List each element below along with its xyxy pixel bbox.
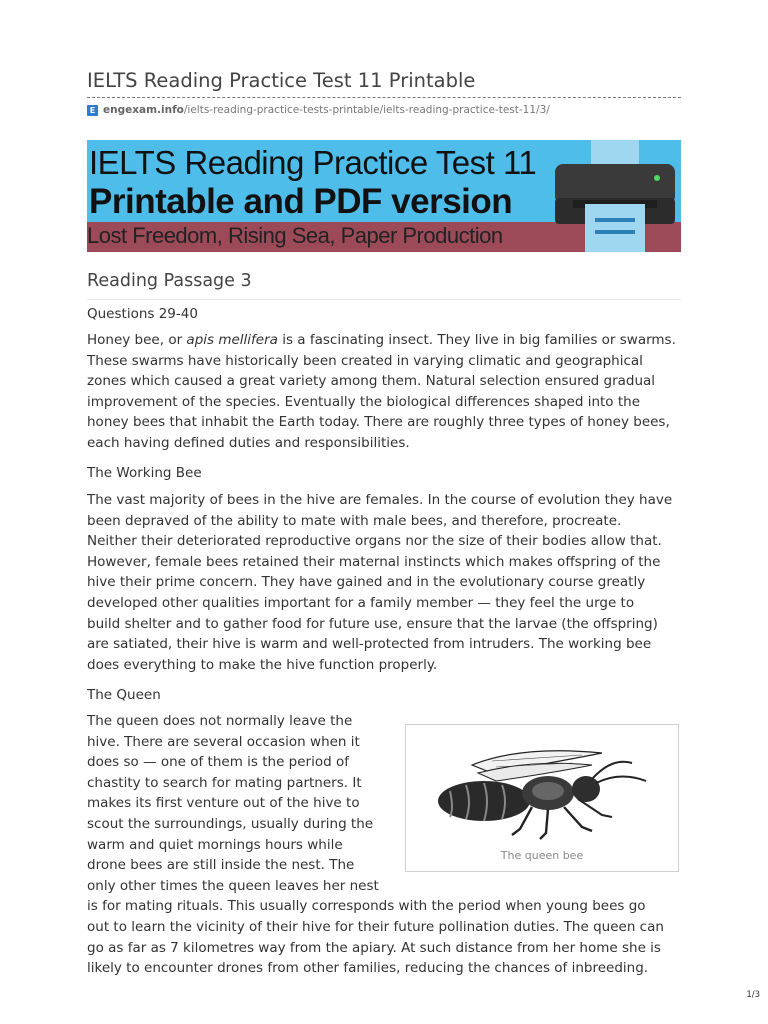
queen-line: warm and quiet mornings hours while xyxy=(87,836,343,853)
queen-bee-illustration xyxy=(432,737,662,841)
working-bee-heading: The Working Bee xyxy=(87,465,202,481)
queen-line: go as far as 7 kilometres way from the apiary. At such distance from her home she is xyxy=(87,939,661,956)
working-bee-line: However, female bees retained their maternal instincts which makes offspring of the xyxy=(87,553,661,570)
species-name: apis mellifera xyxy=(186,332,278,348)
queen-line: only other times the queen leaves her nest xyxy=(87,877,379,894)
queen-line: likely to encounter drones from other families, reducing the chances of inbreeding. xyxy=(87,960,649,977)
queen-line: chastity to search for mating partners. It xyxy=(87,774,362,791)
queen-line: does so — one of them is the period of xyxy=(87,754,349,771)
working-bee-line: are satiated, their hive is warm and well-protected from intruders. The working bee xyxy=(87,636,652,653)
banner-line-2: Printable and PDF version xyxy=(89,182,513,221)
section-divider xyxy=(87,299,681,300)
intro-line: honey bees that inhabit the Earth today. There are roughly three types of honey bees, xyxy=(87,414,670,431)
intro-text-start: Honey bee, or xyxy=(87,332,187,348)
working-bee-line: does everything to make the hive function properly. xyxy=(87,656,438,673)
intro-line: These swarms have historically been created in varying climatic and geographical xyxy=(87,352,643,369)
queen-line: is for mating rituals. This usually corresponds with the period when young bees go xyxy=(87,898,646,915)
printer-icon xyxy=(549,140,681,252)
page-number: 1/3 xyxy=(746,990,760,1000)
title-divider xyxy=(87,97,681,98)
queen-line: makes its first venture out of the hive to xyxy=(87,795,360,812)
queen-line: drone bees are still inside the nest. The xyxy=(87,857,355,874)
source-domain: engexam.info xyxy=(103,104,184,116)
source-url[interactable] xyxy=(87,104,550,116)
banner-line-3: Lost Freedom, Rising Sea, Paper Production xyxy=(87,223,503,248)
working-bee-line: Neither their deteriorated reproductive organs nor the size of their bodies allow that. xyxy=(87,533,662,550)
queen-line: The queen does not normally leave the xyxy=(87,713,353,729)
queen-line: out to learn the vicinity of their hive for their future pollination duties. The queen can xyxy=(87,918,664,935)
queen-bee-figure xyxy=(405,724,679,872)
intro-text-end: is a fascinating insect. They live in big families or swarms. xyxy=(277,332,676,348)
section-heading: Reading Passage 3 xyxy=(87,271,252,291)
working-bee-line: been depraved of the ability to mate with male bees, and therefore, procreate. xyxy=(87,512,622,529)
intro-first-line xyxy=(87,330,676,351)
working-bee-line: hive their prime concern. They have gained and in the evolutionary course greatly xyxy=(87,574,646,591)
queen-line: hive. There are several occasion when it xyxy=(87,733,360,750)
figure-caption: The queen bee xyxy=(500,849,584,862)
working-bee-paragraph xyxy=(87,490,672,675)
document-title: IELTS Reading Practice Test 11 Printable xyxy=(87,69,476,92)
intro-line: each having defined duties and responsibilities. xyxy=(87,434,410,451)
source-path: /ielts-reading-practice-tests-printable/ielts-reading-practice-test-11/3/ xyxy=(183,104,550,116)
queen-heading: The Queen xyxy=(87,687,161,703)
questions-range: Questions 29-40 xyxy=(87,306,198,322)
queen-line: scout the surroundings, usually during the xyxy=(87,815,374,832)
banner-line-1: IELTS Reading Practice Test 11 xyxy=(89,144,537,181)
banner-image xyxy=(87,140,681,252)
engexam-favicon-icon: E xyxy=(87,105,98,116)
intro-line: improvement of the species. Eventually the biological differences shaped into the xyxy=(87,393,641,410)
working-bee-line: build shelter and to gather food for future use, ensure that the larvae (the offspring) xyxy=(87,615,658,632)
intro-line: zones which caused a great variety among them. Natural selection ensured gradual xyxy=(87,373,656,390)
working-bee-line: developed other qualities important for a family member — they feel the urge to xyxy=(87,594,635,611)
intro-paragraph xyxy=(87,330,676,454)
working-bee-line: The vast majority of bees in the hive are females. In the course of evolution they have xyxy=(87,492,673,508)
